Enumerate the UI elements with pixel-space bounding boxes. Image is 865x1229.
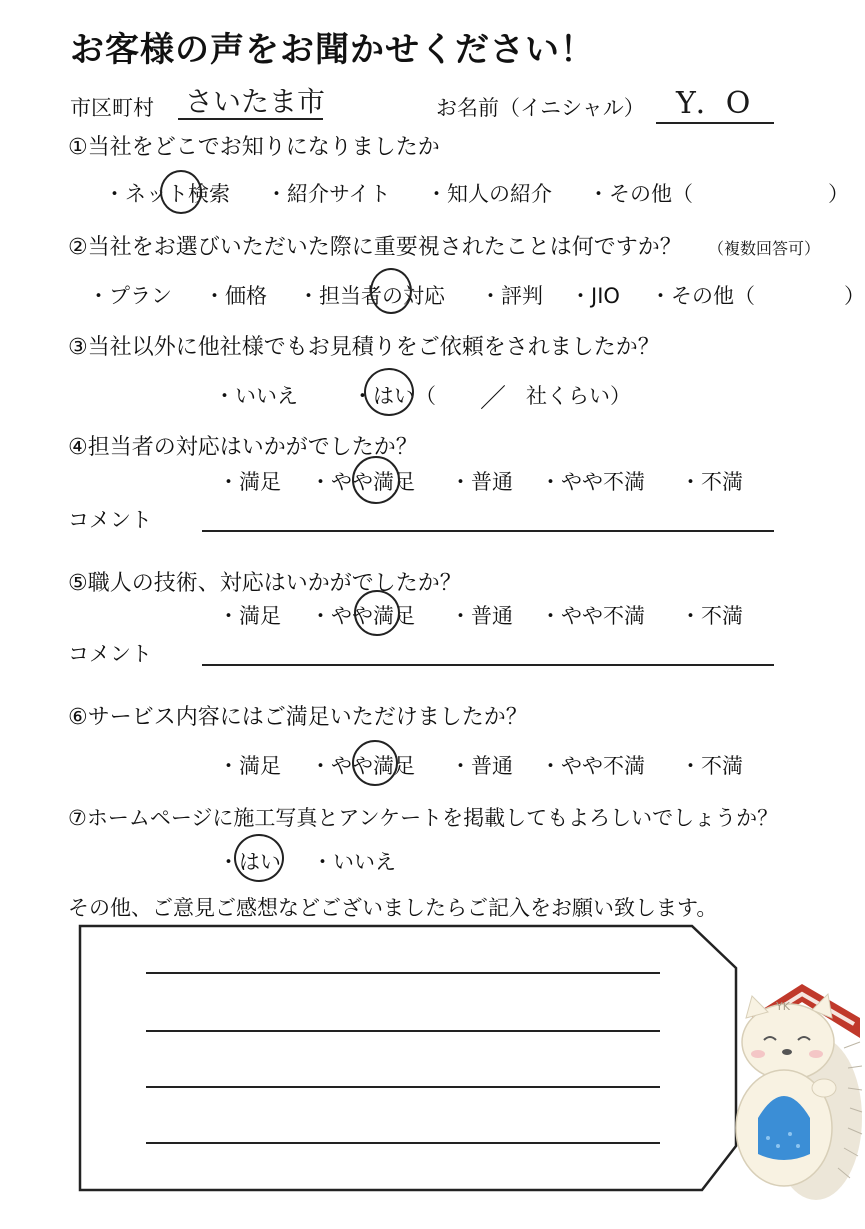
q6-option-normal[interactable]: ・普通 bbox=[450, 754, 513, 778]
comment-line[interactable] bbox=[146, 1086, 660, 1088]
q7-option-yes[interactable]: ・はい bbox=[218, 850, 281, 874]
q4-option-unsatisfied[interactable]: ・不満 bbox=[680, 470, 743, 494]
q3-option-count: 社くらい） bbox=[526, 384, 631, 408]
city-value: さいたま市 bbox=[185, 85, 326, 118]
q4-option-satisfied[interactable]: ・満足 bbox=[218, 470, 281, 494]
closing-text: その他、ご意見ご感想などございましたらご記入をお願い致します。 bbox=[68, 896, 718, 920]
q6-option-unsatisfied[interactable]: ・不満 bbox=[680, 754, 743, 778]
q4-selection-circle bbox=[352, 456, 400, 504]
q5-text: ⑤職人の技術、対応はいかがでしたか？ bbox=[68, 571, 462, 596]
comment-line[interactable] bbox=[146, 972, 660, 974]
mascot-illustration bbox=[724, 978, 862, 1203]
q1-option-friend[interactable]: ・知人の紹介 bbox=[426, 182, 552, 206]
comment-line[interactable] bbox=[146, 1030, 660, 1032]
q3-option-no[interactable]: ・いいえ bbox=[214, 384, 298, 408]
q5-comment-line[interactable] bbox=[202, 664, 774, 666]
q2-text: ②当社をお選びいただいた際に重要視されたことは何ですか？ bbox=[68, 235, 682, 260]
q1-selection-circle bbox=[160, 170, 202, 214]
q5-selection-circle bbox=[354, 590, 400, 636]
q3-text: ③当社以外に他社様でもお見積りをご依頼をされましたか？ bbox=[68, 335, 660, 360]
comment-line[interactable] bbox=[146, 1142, 660, 1144]
q4-comment-line[interactable] bbox=[202, 530, 774, 532]
q2-option-staff[interactable]: ・担当者の対応 bbox=[298, 284, 445, 308]
q1-option-net[interactable]: ・ネット検索 bbox=[104, 182, 230, 206]
q1-text: ①当社をどこでお知りになりましたか bbox=[68, 135, 440, 160]
q6-text: ⑥サービス内容にはご満足いただけましたか？ bbox=[68, 705, 528, 730]
q5-option-satisfied[interactable]: ・満足 bbox=[218, 604, 281, 628]
q4-option-somewhat-unsatisfied[interactable]: ・やや不満 bbox=[540, 470, 645, 494]
q4-option-normal[interactable]: ・普通 bbox=[450, 470, 513, 494]
q4-comment-label: コメント bbox=[68, 508, 152, 532]
city-underline bbox=[178, 118, 323, 120]
q5-option-somewhat-unsatisfied[interactable]: ・やや不満 bbox=[540, 604, 645, 628]
q5-option-unsatisfied[interactable]: ・不満 bbox=[680, 604, 743, 628]
q5-comment-label: コメント bbox=[68, 642, 152, 666]
q7-text: ⑦ホームページに施工写真とアンケートを掲載してもよろしいでしょうか？ bbox=[68, 806, 779, 830]
q2-option-plan[interactable]: ・プラン bbox=[88, 284, 172, 308]
q2-option-jio[interactable]: ・JIO bbox=[570, 284, 620, 308]
q5-option-somewhat-satisfied[interactable]: ・やや満足 bbox=[310, 604, 415, 628]
q3-option-yes[interactable]: ・はい（ bbox=[352, 384, 436, 408]
q4-option-somewhat-satisfied[interactable]: ・やや満足 bbox=[310, 470, 415, 494]
q6-option-satisfied[interactable]: ・満足 bbox=[218, 754, 281, 778]
q1-option-other[interactable]: ・その他（ bbox=[588, 182, 693, 206]
comment-box bbox=[72, 918, 744, 1198]
q2-selection-circle bbox=[370, 268, 412, 314]
q6-selection-circle bbox=[352, 740, 398, 786]
name-value: Y．O bbox=[676, 86, 751, 121]
q1-other-close: ） bbox=[828, 182, 849, 206]
name-label: お名前（イニシャル） bbox=[436, 96, 645, 120]
q2-option-other[interactable]: ・その他（ bbox=[650, 284, 755, 308]
q7-option-no[interactable]: ・いいえ bbox=[312, 850, 396, 874]
city-label: 市区町村 bbox=[70, 96, 154, 120]
q7-selection-circle bbox=[234, 834, 284, 882]
q5-option-normal[interactable]: ・普通 bbox=[450, 604, 513, 628]
q3-slash: ／ bbox=[480, 384, 507, 414]
q6-option-somewhat-unsatisfied[interactable]: ・やや不満 bbox=[540, 754, 645, 778]
q3-selection-circle bbox=[364, 368, 414, 416]
q6-option-somewhat-satisfied[interactable]: ・やや満足 bbox=[310, 754, 415, 778]
q1-option-site[interactable]: ・紹介サイト bbox=[266, 182, 391, 206]
q2-note: （複数回答可） bbox=[708, 239, 821, 258]
name-underline bbox=[656, 122, 774, 124]
mascot-initials: YK bbox=[776, 1000, 790, 1013]
q4-text: ④担当者の対応はいかがでしたか？ bbox=[68, 435, 418, 460]
q2-option-price[interactable]: ・価格 bbox=[204, 284, 267, 308]
page-title: お客様の声をお聞かせください！ bbox=[70, 30, 595, 70]
q2-other-close: ） bbox=[844, 284, 865, 308]
q2-option-reputation[interactable]: ・評判 bbox=[480, 284, 543, 308]
